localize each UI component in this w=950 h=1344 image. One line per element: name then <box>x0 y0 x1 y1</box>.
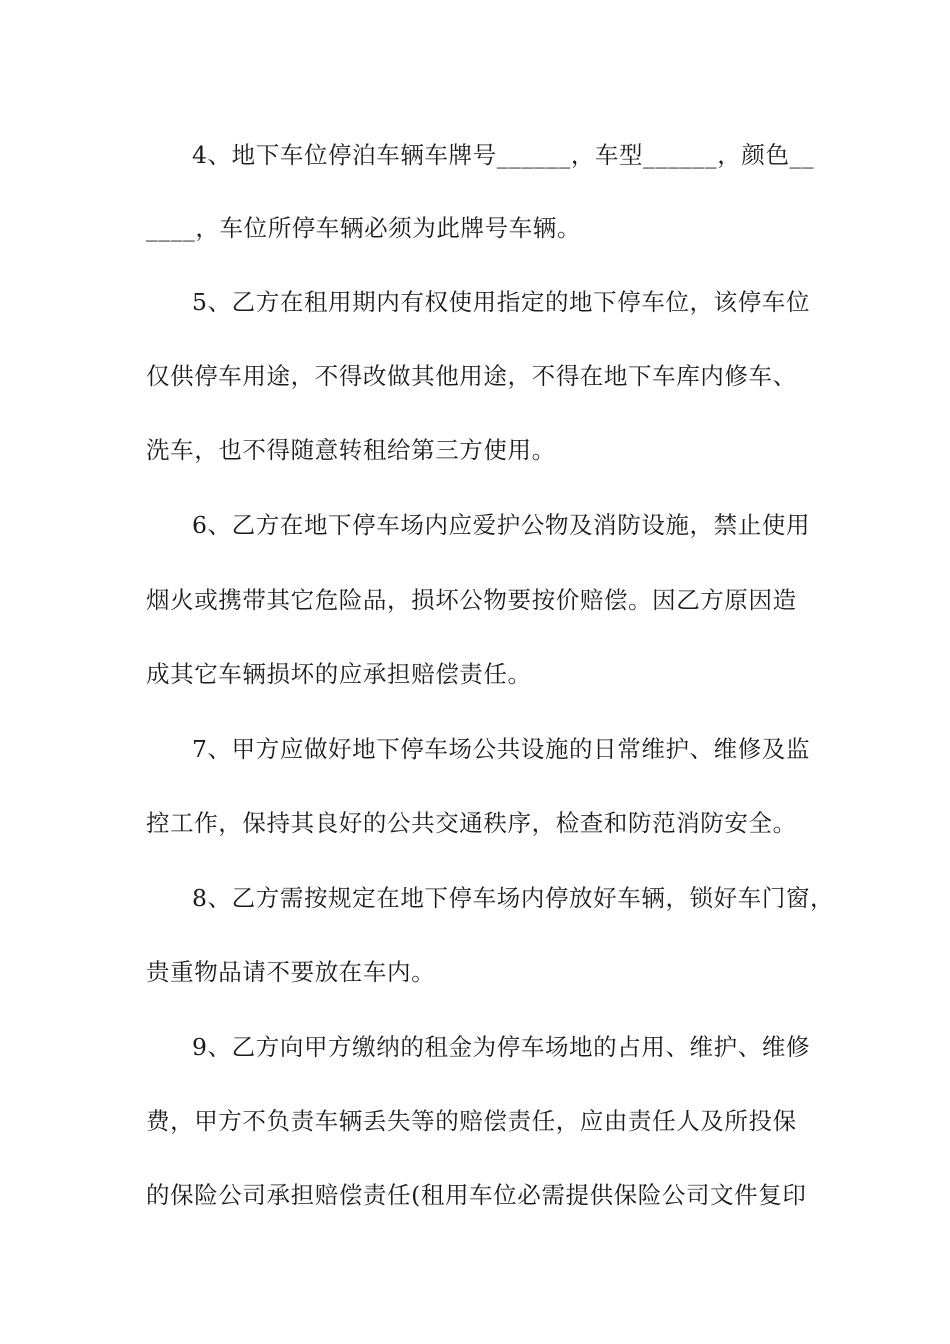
clause-5-line-2: 仅供停车用途，不得改做其他用途，不得在地下车库内修车、 <box>146 362 797 390</box>
clause-8-line-2: 贵重物品请不要放在车内。 <box>146 958 436 986</box>
clause-6-line-2: 烟火或携带其它危险品，损坏公物要按价赔偿。因乙方原因造 <box>146 586 797 614</box>
clause-8-line-1: 8、乙方需按规定在地下停车场内停放好车辆，锁好车门窗， <box>192 884 835 912</box>
clause-4-line-1: 4、地下车位停泊车辆车牌号______，车型______，颜色__ <box>192 141 815 169</box>
clause-9-line-1: 9、乙方向甲方缴纳的租金为停车场地的占用、维护、维修 <box>192 1033 811 1061</box>
clause-9-line-3: 的保险公司承担赔偿责任(租用车位必需提供保险公司文件复印 <box>146 1181 807 1209</box>
clause-5-line-1: 5、乙方在租用期内有权使用指定的地下停车位，该停车位 <box>192 288 811 316</box>
clause-6-line-1: 6、乙方在地下停车场内应爱护公物及消防设施，禁止使用 <box>192 511 811 539</box>
clause-9-line-2: 费，甲方不负责车辆丢失等的赔偿责任，应由责任人及所投保 <box>146 1107 797 1135</box>
clause-6-line-3: 成其它车辆损坏的应承担赔偿责任。 <box>146 660 532 688</box>
clause-7-line-1: 7、甲方应做好地下停车场公共设施的日常维护、维修及监 <box>192 735 811 763</box>
clause-4-line-2: ____，车位所停车辆必须为此牌号车辆。 <box>146 214 581 242</box>
clause-7-line-2: 控工作，保持其良好的公共交通秩序，检查和防范消防安全。 <box>146 809 797 837</box>
clause-5-line-3: 洗车，也不得随意转租给第三方使用。 <box>146 436 556 464</box>
